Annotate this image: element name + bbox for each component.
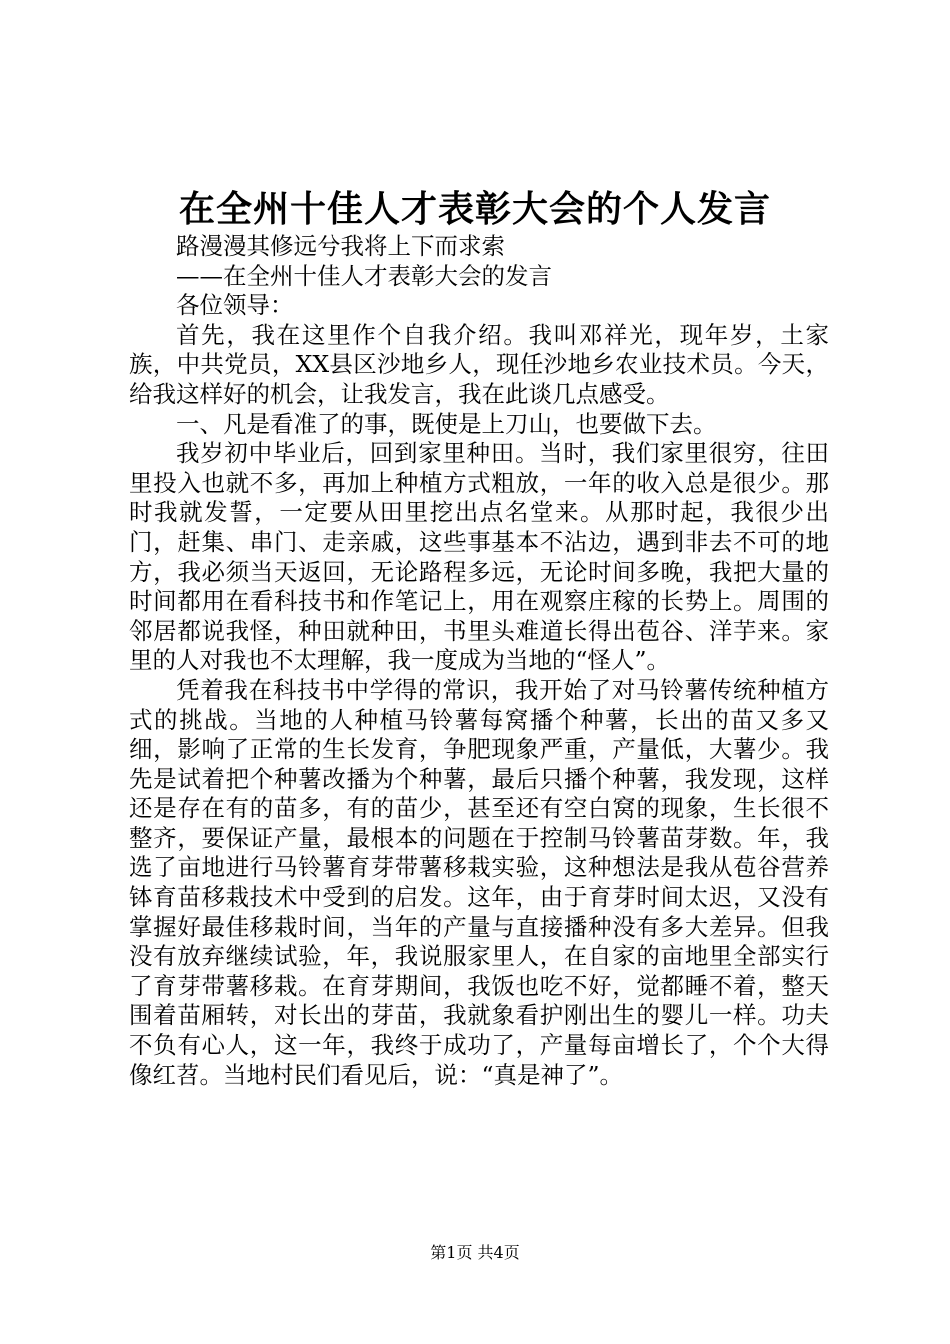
section-heading: 一、凡是看准了的事，既使是上刀山，也要做下去。 — [176, 409, 717, 438]
paragraph: 首先，我在这里作个自我介绍。我叫邓祥光，现年岁，土家族，中共党员，XX县区沙地乡人，现任沙地乡农业技术员。今天，给我这样好的机会，让我发言，我在此谈几点感受。 — [129, 320, 829, 408]
paragraph: 凭着我在科技书中学得的常识，我开始了对马铃薯传统种植方式的挑战。当地的人种植马铃薯每窝播个种薯，长出的苗又多又细，影响了正常的生长发育，争肥现象严重，产量低，大薯少。我先是试着把个种薯改播为个种薯，最后只播个种薯，我发现，这样还是存在有的苗多，有的苗少，甚至还有空白窝的现象，生长很不整齐，要保证产量，最根本的问题在于控制马铃薯苗芽数。年，我选了亩地进行马铃薯育芽带薯移栽实验，这种想法是我从苞谷营养钵育苗移栽技术中受到的启发。这年，由于育芽时间太迟，又没有掌握好最佳移栽时间，当年的产量与直接播种没有多大差异。但我没有放弃继续试验，年，我说服家里人，在自家的亩地里全部实行了育芽带薯移栽。在育芽期间，我饭也吃不好，觉都睡不着，整天围着苗厢转，对长出的芽苗，我就象看护刚出生的婴儿一样。功夫不负有心人，这一年，我终于成功了，产量每亩增长了，个个大得像红苕。当地村民们看见后，说：“真是神了”。 — [129, 675, 829, 1089]
salutation: 各位领导： — [176, 291, 294, 320]
subtitle: 路漫漫其修远兮我将上下而求索 — [176, 232, 505, 260]
subtitle-attribution: ——在全州十佳人才表彰大会的发言 — [176, 261, 552, 290]
page-number-footer: 第1页 共4页 — [430, 1243, 520, 1262]
document-body — [129, 232, 829, 1090]
paragraph: 我岁初中毕业后，回到家里种田。当时，我们家里很穷，往田里投入也就不多，再加上种植方式粗放，一年的收入总是很少。那时我就发誓，一定要从田里挖出点名堂来。从那时起，我很少出门，赶集、串门、走亲戚，这些事基本不沾边，遇到非去不可的地方，我必须当天返回，无论路程多远，无论时间多晚，我把大量的时间都用在看科技书和作笔记上，用在观察庄稼的长势上。周围的邻居都说我怪，种田就种田，书里头难道长得出苞谷、洋芋来。家里的人对我也不太理解，我一度成为当地的“怪人”。 — [129, 439, 829, 675]
document-title: 在全州十佳人才表彰大会的个人发言 — [178, 188, 771, 230]
